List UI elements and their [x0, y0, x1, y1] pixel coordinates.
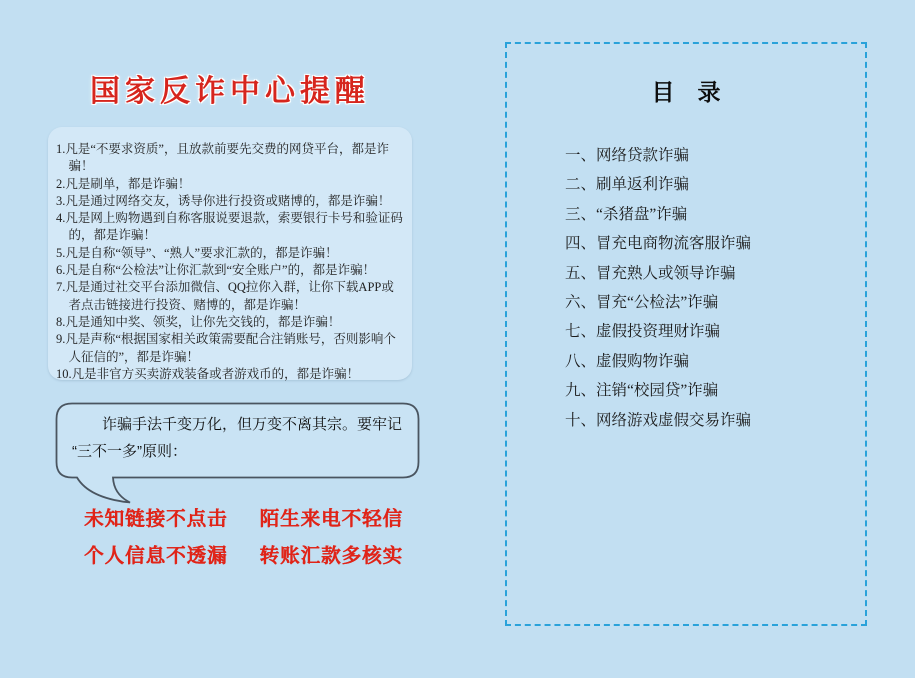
- anti-fraud-slogans: [84, 503, 403, 568]
- fraud-notice-item: 3.凡是通过网络交友，诱导你进行投资或赌博的，都是诈骗！: [56, 193, 391, 208]
- toc-item: 一、网络贷款诈骗: [565, 147, 690, 164]
- bubble-line-2: “三不一多”原则：: [72, 443, 187, 460]
- fraud-notice-item: 2.凡是刷单，都是诈骗！: [56, 176, 191, 191]
- bubble-line-1: 诈骗手法千变万化，但万变不离其宗。要牢记: [102, 416, 403, 433]
- fraud-notice-item: 6.凡是自称“公检法”让你汇款到“安全账户”的，都是诈骗！: [56, 263, 376, 278]
- toc-item: 十、网络游戏虚假交易诈骗: [565, 411, 752, 429]
- toc-item: 五、冒充熟人或领导诈骗: [565, 264, 736, 282]
- fraud-notice-panel: [48, 127, 412, 380]
- fraud-notice-item: 5.凡是自称“领导”、“熟人”要求汇款的，都是诈骗！: [56, 245, 338, 260]
- toc-item: 六、冒充“公检法”诈骗: [565, 293, 719, 311]
- toc-item: 七、虚假投资理财诈骗: [565, 323, 721, 341]
- table-of-contents-box: [505, 42, 867, 626]
- toc-item: 三、“杀猪盘”诈骗: [565, 205, 688, 223]
- speech-bubble-text: [72, 411, 414, 465]
- toc-list: [565, 143, 865, 437]
- toc-title: 目 录: [651, 79, 721, 105]
- toc-item: 九、注销“校园贷”诈骗: [565, 382, 719, 400]
- slogan-item: 个人信息不透漏: [84, 545, 228, 567]
- page-title: 国家反诈中心提醒: [90, 75, 370, 108]
- slogan-item: 未知链接不点击: [84, 508, 228, 530]
- fraud-notice-item: 7.凡是通过社交平台添加微信、QQ拉你入群，让你下载APP或者点击链接进行投资、赌博的，都是诈骗！: [56, 280, 394, 312]
- toc-item: 八、虚假购物诈骗: [565, 352, 690, 370]
- fraud-notice-item: 4.凡是网上购物遇到自称客服说要退款，索要银行卡号和验证码的，都是诈骗！: [56, 211, 403, 243]
- slogan-item: 转账汇款多核实: [259, 545, 404, 567]
- fraud-notice-item: 9.凡是声称“根据国家相关政策需要配合注销账号，否则影响个人征信的”，都是诈骗！: [56, 332, 396, 364]
- slogan-item: 陌生来电不轻信: [259, 508, 404, 530]
- toc-item: 四、冒充电商物流客服诈骗: [565, 235, 752, 253]
- fraud-notice-item: 8.凡是通知中奖、领奖，让你先交钱的，都是诈骗！: [56, 314, 341, 329]
- toc-item: 二、刷单返利诈骗: [565, 176, 690, 194]
- fraud-notice-item: 10.凡是非官方买卖游戏装备或者游戏币的，都是诈骗！: [56, 366, 360, 381]
- fraud-notice-item: 1.凡是“不要求资质”，且放款前要先交费的网贷平台，都是诈骗！: [56, 142, 389, 174]
